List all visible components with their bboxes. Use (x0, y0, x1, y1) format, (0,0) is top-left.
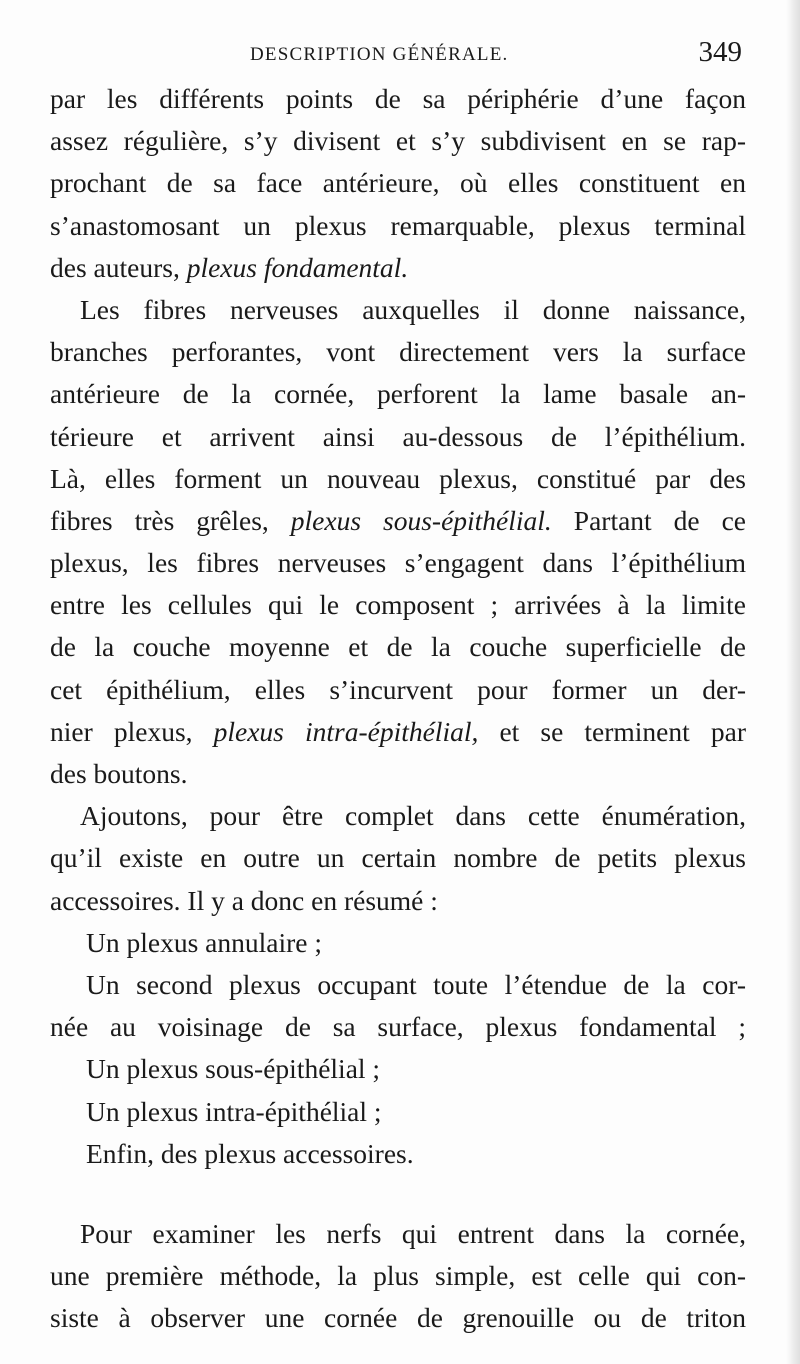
text-line: des boutons. (50, 758, 188, 789)
text-run: Partant de ce (551, 504, 746, 536)
paragraph-gap (50, 1175, 746, 1213)
page-number: 349 (698, 36, 742, 68)
list-item: Un second plexus occupant toute l’étendue de la cor- (86, 968, 746, 1000)
text-line: térieure et arrivent ainsi au-dessous de l’épithélium. (50, 420, 746, 452)
text-line (50, 711, 746, 753)
text-line: qu’il existe en outre un certain nombre de petits plexus (50, 842, 746, 874)
text-line: accessoires. Il y a donc en résumé : (50, 884, 438, 916)
text-line: une première méthode, la plus simple, est celle qui con- (50, 1260, 746, 1292)
text-line: Pour examiner les nerfs qui entrent dans la cornée, (80, 1217, 746, 1249)
text-line: entre les cellules qui le composent ; arrivées à la limite (50, 589, 746, 621)
text-line: cet épithélium, elles s’incurvent pour former un der- (50, 673, 746, 705)
page-edge-shadow (786, 0, 800, 1364)
text-line: par les différents points de sa périphérie d’une façon (50, 83, 746, 114)
running-head (250, 36, 750, 72)
italic-term: plexus sous-épithélial. (290, 504, 552, 536)
text-line (50, 247, 746, 289)
text-line: plexus, les fibres nerveuses s’engagent dans l’épithélium (50, 547, 746, 579)
text-line: prochant de sa face antérieure, où elles constituent en (50, 167, 746, 199)
text-line: antérieure de la cornée, perforent la lame basale an- (50, 378, 746, 410)
italic-term: plexus intra-épithélial, (213, 715, 479, 747)
text-line: Les fibres nerveuses auxquelles il donne naissance, (80, 293, 746, 325)
list-item-continuation: née au voisinage de sa surface, plexus fondamental ; (50, 1011, 746, 1043)
text-line: s’anastomosant un plexus remarquable, plexus terminal (50, 209, 746, 241)
text-run: nier plexus, (50, 715, 214, 747)
text-line: Là, elles forment un nouveau plexus, constitué par des (50, 462, 746, 494)
text-line: assez régulière, s’y divisent et s’y subdivisent en se rap- (50, 125, 746, 157)
list-item: Un plexus sous-épithélial ; (86, 1053, 381, 1085)
list-item: Un plexus annulaire ; (86, 926, 322, 958)
text-line: branches perforantes, vont directement vers la surface (50, 336, 746, 368)
text-line: de la couche moyenne et de la couche superficielle de (50, 631, 746, 663)
list-item: Un plexus intra-épithélial ; (86, 1095, 382, 1127)
text-line: siste à observer une cornée de grenouille ou de triton (50, 1302, 746, 1334)
text-run: des auteurs, (50, 251, 187, 283)
body-text (50, 78, 746, 1339)
running-title: DESCRIPTION GÉNÉRALE. (250, 44, 509, 65)
italic-term: plexus fondamental. (186, 251, 409, 283)
text-line (50, 500, 746, 542)
text-run: fibres très grêles, (50, 504, 291, 536)
text-run: et se terminent par (478, 715, 746, 747)
list-item: Enfin, des plexus accessoires. (86, 1137, 414, 1169)
text-line: Ajoutons, pour être complet dans cette énumération, (80, 800, 746, 832)
